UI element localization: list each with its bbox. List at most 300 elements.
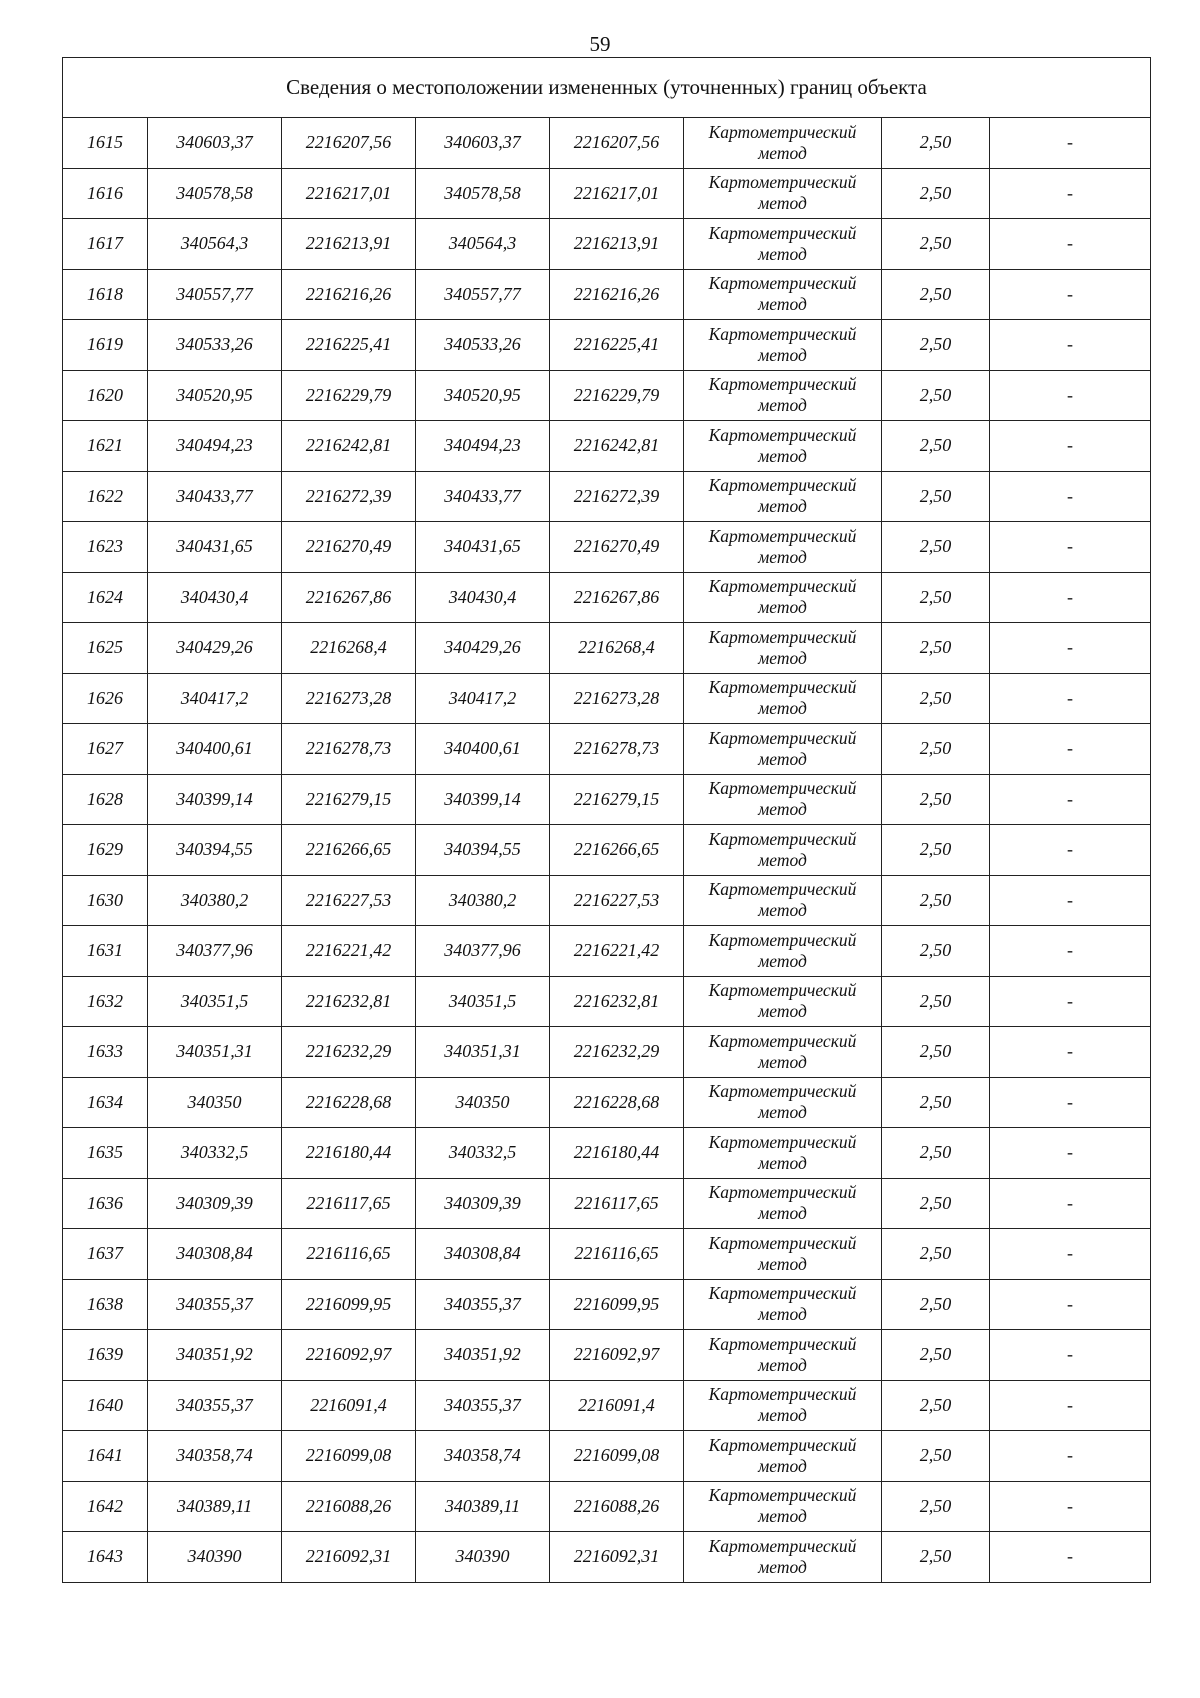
- table-row: [63, 1330, 1151, 1381]
- cell-y-new: 2216232,81: [550, 976, 684, 1027]
- method-line-2: метод: [758, 1354, 807, 1375]
- cell-y-old: 2216228,68: [282, 1077, 416, 1128]
- cell-note: -: [990, 623, 1151, 674]
- method-line-1: Картометрический: [708, 273, 857, 294]
- cell-accuracy: 2,50: [882, 421, 990, 472]
- cell-x-old: 340390: [148, 1532, 282, 1583]
- cell-note: -: [990, 1077, 1151, 1128]
- cell-y-old: 2216213,91: [282, 219, 416, 270]
- cell-note: -: [990, 825, 1151, 876]
- method-line-1: Картометрический: [708, 1030, 857, 1051]
- cell-y-new: 2216213,91: [550, 219, 684, 270]
- cell-y-old: 2216229,79: [282, 370, 416, 421]
- page-number: 59: [589, 32, 611, 56]
- cell-method: [684, 623, 882, 674]
- cell-note: -: [990, 522, 1151, 573]
- table-row: [63, 1178, 1151, 1229]
- cell-x-old: 340377,96: [148, 926, 282, 977]
- method-line-1: Картометрический: [708, 525, 857, 546]
- cell-accuracy: 2,50: [882, 1279, 990, 1330]
- method-line-1: Картометрический: [708, 1131, 857, 1152]
- table-row: [63, 926, 1151, 977]
- cell-note: -: [990, 1128, 1151, 1179]
- table-row: [63, 219, 1151, 270]
- method-line-1: Картометрический: [708, 424, 857, 445]
- cell-point-number: 1643: [63, 1532, 148, 1583]
- cell-point-number: 1635: [63, 1128, 148, 1179]
- cell-x-old: 340433,77: [148, 471, 282, 522]
- cell-x-new: 340355,37: [416, 1279, 550, 1330]
- cell-note: -: [990, 1330, 1151, 1381]
- method-line-2: метод: [758, 1051, 807, 1072]
- cell-x-new: 340399,14: [416, 774, 550, 825]
- cell-accuracy: 2,50: [882, 623, 990, 674]
- cell-y-old: 2216278,73: [282, 724, 416, 775]
- cell-note: -: [990, 1481, 1151, 1532]
- cell-y-new: 2216099,95: [550, 1279, 684, 1330]
- cell-y-old: 2216270,49: [282, 522, 416, 573]
- cell-note: -: [990, 421, 1151, 472]
- cell-note: -: [990, 1380, 1151, 1431]
- cell-point-number: 1628: [63, 774, 148, 825]
- method-line-2: метод: [758, 950, 807, 971]
- boundary-coordinates-table: [62, 57, 1151, 1583]
- method-line-2: метод: [758, 1001, 807, 1022]
- method-line-1: Картометрический: [708, 576, 857, 597]
- table-row: [63, 976, 1151, 1027]
- method-line-1: Картометрический: [708, 475, 857, 496]
- cell-method: [684, 1380, 882, 1431]
- cell-y-new: 2216099,08: [550, 1431, 684, 1482]
- cell-accuracy: 2,50: [882, 471, 990, 522]
- cell-y-old: 2216221,42: [282, 926, 416, 977]
- cell-accuracy: 2,50: [882, 1229, 990, 1280]
- cell-accuracy: 2,50: [882, 875, 990, 926]
- cell-note: -: [990, 875, 1151, 926]
- cell-y-old: 2216272,39: [282, 471, 416, 522]
- cell-method: [684, 522, 882, 573]
- cell-point-number: 1642: [63, 1481, 148, 1532]
- table-row: [63, 168, 1151, 219]
- method-line-1: Картометрический: [708, 1232, 857, 1253]
- cell-method: [684, 875, 882, 926]
- cell-accuracy: 2,50: [882, 1330, 990, 1381]
- table-row: [63, 1481, 1151, 1532]
- cell-method: [684, 269, 882, 320]
- cell-y-new: 2216232,29: [550, 1027, 684, 1078]
- table-row: [63, 1380, 1151, 1431]
- cell-x-old: 340351,5: [148, 976, 282, 1027]
- cell-method: [684, 1330, 882, 1381]
- cell-accuracy: 2,50: [882, 1481, 990, 1532]
- cell-x-old: 340603,37: [148, 118, 282, 169]
- cell-y-old: 2216117,65: [282, 1178, 416, 1229]
- cell-method: [684, 1532, 882, 1583]
- cell-method: [684, 1077, 882, 1128]
- cell-x-new: 340433,77: [416, 471, 550, 522]
- cell-point-number: 1621: [63, 421, 148, 472]
- cell-accuracy: 2,50: [882, 724, 990, 775]
- method-line-2: метод: [758, 748, 807, 769]
- cell-y-new: 2216229,79: [550, 370, 684, 421]
- method-line-1: Картометрический: [708, 1333, 857, 1354]
- cell-x-new: 340578,58: [416, 168, 550, 219]
- cell-accuracy: 2,50: [882, 118, 990, 169]
- method-line-1: Картометрический: [708, 828, 857, 849]
- cell-point-number: 1622: [63, 471, 148, 522]
- cell-x-old: 340350: [148, 1077, 282, 1128]
- cell-accuracy: 2,50: [882, 926, 990, 977]
- cell-accuracy: 2,50: [882, 1380, 990, 1431]
- cell-y-new: 2216092,31: [550, 1532, 684, 1583]
- cell-x-new: 340351,92: [416, 1330, 550, 1381]
- cell-note: -: [990, 1279, 1151, 1330]
- cell-x-new: 340308,84: [416, 1229, 550, 1280]
- table-row: [63, 118, 1151, 169]
- cell-accuracy: 2,50: [882, 370, 990, 421]
- cell-y-old: 2216092,97: [282, 1330, 416, 1381]
- cell-method: [684, 370, 882, 421]
- method-line-1: Картометрический: [708, 172, 857, 193]
- cell-x-old: 340380,2: [148, 875, 282, 926]
- table-row: [63, 774, 1151, 825]
- table-row: [63, 724, 1151, 775]
- cell-x-new: 340400,61: [416, 724, 550, 775]
- table-row: [63, 572, 1151, 623]
- table-row: [63, 269, 1151, 320]
- cell-accuracy: 2,50: [882, 572, 990, 623]
- cell-note: -: [990, 219, 1151, 270]
- cell-method: [684, 421, 882, 472]
- method-line-1: Картометрический: [708, 1535, 857, 1556]
- cell-accuracy: 2,50: [882, 1077, 990, 1128]
- table-row: [63, 875, 1151, 926]
- cell-method: [684, 1431, 882, 1482]
- method-line-2: метод: [758, 900, 807, 921]
- cell-point-number: 1626: [63, 673, 148, 724]
- method-line-2: метод: [758, 1102, 807, 1123]
- method-line-1: Картометрический: [708, 727, 857, 748]
- cell-y-new: 2216207,56: [550, 118, 684, 169]
- cell-x-new: 340431,65: [416, 522, 550, 573]
- cell-y-old: 2216092,31: [282, 1532, 416, 1583]
- cell-method: [684, 572, 882, 623]
- cell-y-old: 2216273,28: [282, 673, 416, 724]
- cell-accuracy: 2,50: [882, 1128, 990, 1179]
- cell-y-new: 2216227,53: [550, 875, 684, 926]
- cell-x-old: 340431,65: [148, 522, 282, 573]
- cell-note: -: [990, 370, 1151, 421]
- method-line-2: метод: [758, 799, 807, 820]
- cell-x-new: 340430,4: [416, 572, 550, 623]
- table-row: [63, 471, 1151, 522]
- cell-point-number: 1632: [63, 976, 148, 1027]
- method-line-1: Картометрический: [708, 879, 857, 900]
- cell-x-old: 340332,5: [148, 1128, 282, 1179]
- cell-note: -: [990, 976, 1151, 1027]
- cell-y-old: 2216266,65: [282, 825, 416, 876]
- cell-y-old: 2216099,95: [282, 1279, 416, 1330]
- cell-y-new: 2216268,4: [550, 623, 684, 674]
- cell-x-old: 340351,92: [148, 1330, 282, 1381]
- cell-x-new: 340603,37: [416, 118, 550, 169]
- cell-y-new: 2216272,39: [550, 471, 684, 522]
- cell-point-number: 1615: [63, 118, 148, 169]
- cell-accuracy: 2,50: [882, 1027, 990, 1078]
- cell-y-new: 2216278,73: [550, 724, 684, 775]
- cell-x-old: 340557,77: [148, 269, 282, 320]
- method-line-2: метод: [758, 395, 807, 416]
- table-row: [63, 673, 1151, 724]
- cell-note: -: [990, 320, 1151, 371]
- cell-point-number: 1623: [63, 522, 148, 573]
- method-line-2: метод: [758, 546, 807, 567]
- cell-point-number: 1636: [63, 1178, 148, 1229]
- method-line-2: метод: [758, 1405, 807, 1426]
- cell-x-new: 340564,3: [416, 219, 550, 270]
- table-row: [63, 370, 1151, 421]
- cell-point-number: 1625: [63, 623, 148, 674]
- cell-y-old: 2216279,15: [282, 774, 416, 825]
- cell-y-old: 2216267,86: [282, 572, 416, 623]
- cell-x-old: 340429,26: [148, 623, 282, 674]
- cell-point-number: 1627: [63, 724, 148, 775]
- method-line-2: метод: [758, 142, 807, 163]
- cell-method: [684, 1027, 882, 1078]
- cell-x-new: 340351,31: [416, 1027, 550, 1078]
- cell-x-new: 340377,96: [416, 926, 550, 977]
- cell-method: [684, 976, 882, 1027]
- method-line-1: Картометрический: [708, 1283, 857, 1304]
- table-row: [63, 522, 1151, 573]
- cell-note: -: [990, 269, 1151, 320]
- cell-point-number: 1619: [63, 320, 148, 371]
- method-line-2: метод: [758, 1304, 807, 1325]
- cell-x-old: 340389,11: [148, 1481, 282, 1532]
- cell-x-new: 340390: [416, 1532, 550, 1583]
- cell-x-new: 340494,23: [416, 421, 550, 472]
- method-line-1: Картометрический: [708, 677, 857, 698]
- cell-accuracy: 2,50: [882, 673, 990, 724]
- cell-note: -: [990, 724, 1151, 775]
- method-line-1: Картометрический: [708, 1485, 857, 1506]
- cell-method: [684, 825, 882, 876]
- cell-y-new: 2216273,28: [550, 673, 684, 724]
- cell-y-new: 2216092,97: [550, 1330, 684, 1381]
- cell-y-old: 2216216,26: [282, 269, 416, 320]
- cell-y-old: 2216268,4: [282, 623, 416, 674]
- cell-method: [684, 1229, 882, 1280]
- cell-x-old: 340351,31: [148, 1027, 282, 1078]
- cell-note: -: [990, 1532, 1151, 1583]
- method-line-2: метод: [758, 698, 807, 719]
- method-line-2: метод: [758, 344, 807, 365]
- cell-accuracy: 2,50: [882, 219, 990, 270]
- cell-point-number: 1640: [63, 1380, 148, 1431]
- cell-y-old: 2216180,44: [282, 1128, 416, 1179]
- cell-y-old: 2216099,08: [282, 1431, 416, 1482]
- cell-accuracy: 2,50: [882, 522, 990, 573]
- method-line-1: Картометрический: [708, 1434, 857, 1455]
- cell-y-new: 2216117,65: [550, 1178, 684, 1229]
- cell-note: -: [990, 1229, 1151, 1280]
- cell-x-old: 340394,55: [148, 825, 282, 876]
- cell-y-new: 2216266,65: [550, 825, 684, 876]
- cell-note: -: [990, 926, 1151, 977]
- cell-accuracy: 2,50: [882, 976, 990, 1027]
- cell-point-number: 1638: [63, 1279, 148, 1330]
- method-line-1: Картометрический: [708, 222, 857, 243]
- cell-x-old: 340399,14: [148, 774, 282, 825]
- cell-note: -: [990, 572, 1151, 623]
- cell-accuracy: 2,50: [882, 1532, 990, 1583]
- cell-x-new: 340557,77: [416, 269, 550, 320]
- table-row: [63, 421, 1151, 472]
- table-row: [63, 1431, 1151, 1482]
- method-line-1: Картометрический: [708, 1182, 857, 1203]
- method-line-2: метод: [758, 597, 807, 618]
- table-title-row: [63, 58, 1151, 118]
- cell-x-new: 340389,11: [416, 1481, 550, 1532]
- cell-y-new: 2216091,4: [550, 1380, 684, 1431]
- cell-y-old: 2216225,41: [282, 320, 416, 371]
- cell-x-new: 340358,74: [416, 1431, 550, 1482]
- method-line-2: метод: [758, 1203, 807, 1224]
- cell-x-old: 340578,58: [148, 168, 282, 219]
- cell-accuracy: 2,50: [882, 1178, 990, 1229]
- cell-y-old: 2216207,56: [282, 118, 416, 169]
- table-title: Сведения о местоположении измененных (уточненных) границ объекта: [63, 58, 1151, 118]
- method-line-2: метод: [758, 445, 807, 466]
- cell-x-old: 340494,23: [148, 421, 282, 472]
- table-row: [63, 1279, 1151, 1330]
- cell-point-number: 1637: [63, 1229, 148, 1280]
- table-row: [63, 623, 1151, 674]
- cell-y-old: 2216232,29: [282, 1027, 416, 1078]
- table-row: [63, 1027, 1151, 1078]
- cell-x-new: 340380,2: [416, 875, 550, 926]
- cell-x-old: 340309,39: [148, 1178, 282, 1229]
- cell-point-number: 1617: [63, 219, 148, 270]
- cell-method: [684, 673, 882, 724]
- cell-x-new: 340350: [416, 1077, 550, 1128]
- cell-note: -: [990, 1027, 1151, 1078]
- cell-x-old: 340430,4: [148, 572, 282, 623]
- method-line-1: Картометрический: [708, 121, 857, 142]
- cell-y-new: 2216228,68: [550, 1077, 684, 1128]
- cell-x-new: 340417,2: [416, 673, 550, 724]
- method-line-2: метод: [758, 1556, 807, 1577]
- cell-x-new: 340520,95: [416, 370, 550, 421]
- cell-note: -: [990, 1178, 1151, 1229]
- cell-y-new: 2216242,81: [550, 421, 684, 472]
- cell-x-new: 340332,5: [416, 1128, 550, 1179]
- cell-y-new: 2216270,49: [550, 522, 684, 573]
- cell-method: [684, 471, 882, 522]
- cell-accuracy: 2,50: [882, 1431, 990, 1482]
- cell-x-new: 340355,37: [416, 1380, 550, 1431]
- cell-y-new: 2216217,01: [550, 168, 684, 219]
- cell-method: [684, 168, 882, 219]
- cell-point-number: 1641: [63, 1431, 148, 1482]
- cell-point-number: 1616: [63, 168, 148, 219]
- cell-x-new: 340533,26: [416, 320, 550, 371]
- cell-method: [684, 774, 882, 825]
- cell-method: [684, 1178, 882, 1229]
- table-row: [63, 1229, 1151, 1280]
- cell-point-number: 1620: [63, 370, 148, 421]
- cell-x-new: 340394,55: [416, 825, 550, 876]
- cell-method: [684, 1279, 882, 1330]
- cell-note: -: [990, 168, 1151, 219]
- method-line-1: Картометрический: [708, 323, 857, 344]
- method-line-1: Картометрический: [708, 929, 857, 950]
- method-line-2: метод: [758, 1152, 807, 1173]
- cell-method: [684, 926, 882, 977]
- method-line-2: метод: [758, 496, 807, 517]
- table-row: [63, 1128, 1151, 1179]
- cell-accuracy: 2,50: [882, 774, 990, 825]
- cell-accuracy: 2,50: [882, 269, 990, 320]
- cell-point-number: 1624: [63, 572, 148, 623]
- method-line-1: Картометрический: [708, 374, 857, 395]
- method-line-1: Картометрический: [708, 1384, 857, 1405]
- cell-point-number: 1634: [63, 1077, 148, 1128]
- cell-method: [684, 1128, 882, 1179]
- cell-x-new: 340351,5: [416, 976, 550, 1027]
- cell-x-old: 340308,84: [148, 1229, 282, 1280]
- method-line-2: метод: [758, 1253, 807, 1274]
- cell-note: -: [990, 1431, 1151, 1482]
- cell-note: -: [990, 673, 1151, 724]
- method-line-2: метод: [758, 193, 807, 214]
- cell-y-new: 2216116,65: [550, 1229, 684, 1280]
- method-line-2: метод: [758, 1506, 807, 1527]
- cell-accuracy: 2,50: [882, 168, 990, 219]
- table-row: [63, 1532, 1151, 1583]
- cell-y-new: 2216180,44: [550, 1128, 684, 1179]
- method-line-2: метод: [758, 1455, 807, 1476]
- cell-point-number: 1629: [63, 825, 148, 876]
- method-line-2: метод: [758, 647, 807, 668]
- cell-y-new: 2216279,15: [550, 774, 684, 825]
- table-row: [63, 320, 1151, 371]
- cell-x-old: 340564,3: [148, 219, 282, 270]
- method-line-2: метод: [758, 294, 807, 315]
- table-row: [63, 825, 1151, 876]
- method-line-1: Картометрический: [708, 1081, 857, 1102]
- table-row: [63, 1077, 1151, 1128]
- method-line-1: Картометрический: [708, 626, 857, 647]
- cell-method: [684, 320, 882, 371]
- cell-y-old: 2216232,81: [282, 976, 416, 1027]
- cell-y-new: 2216216,26: [550, 269, 684, 320]
- cell-point-number: 1633: [63, 1027, 148, 1078]
- cell-y-new: 2216225,41: [550, 320, 684, 371]
- cell-point-number: 1618: [63, 269, 148, 320]
- cell-point-number: 1630: [63, 875, 148, 926]
- cell-note: -: [990, 774, 1151, 825]
- cell-accuracy: 2,50: [882, 320, 990, 371]
- method-line-1: Картометрический: [708, 778, 857, 799]
- cell-y-old: 2216088,26: [282, 1481, 416, 1532]
- cell-y-old: 2216217,01: [282, 168, 416, 219]
- cell-x-old: 340355,37: [148, 1279, 282, 1330]
- cell-method: [684, 1481, 882, 1532]
- cell-method: [684, 219, 882, 270]
- cell-method: [684, 118, 882, 169]
- cell-y-new: 2216267,86: [550, 572, 684, 623]
